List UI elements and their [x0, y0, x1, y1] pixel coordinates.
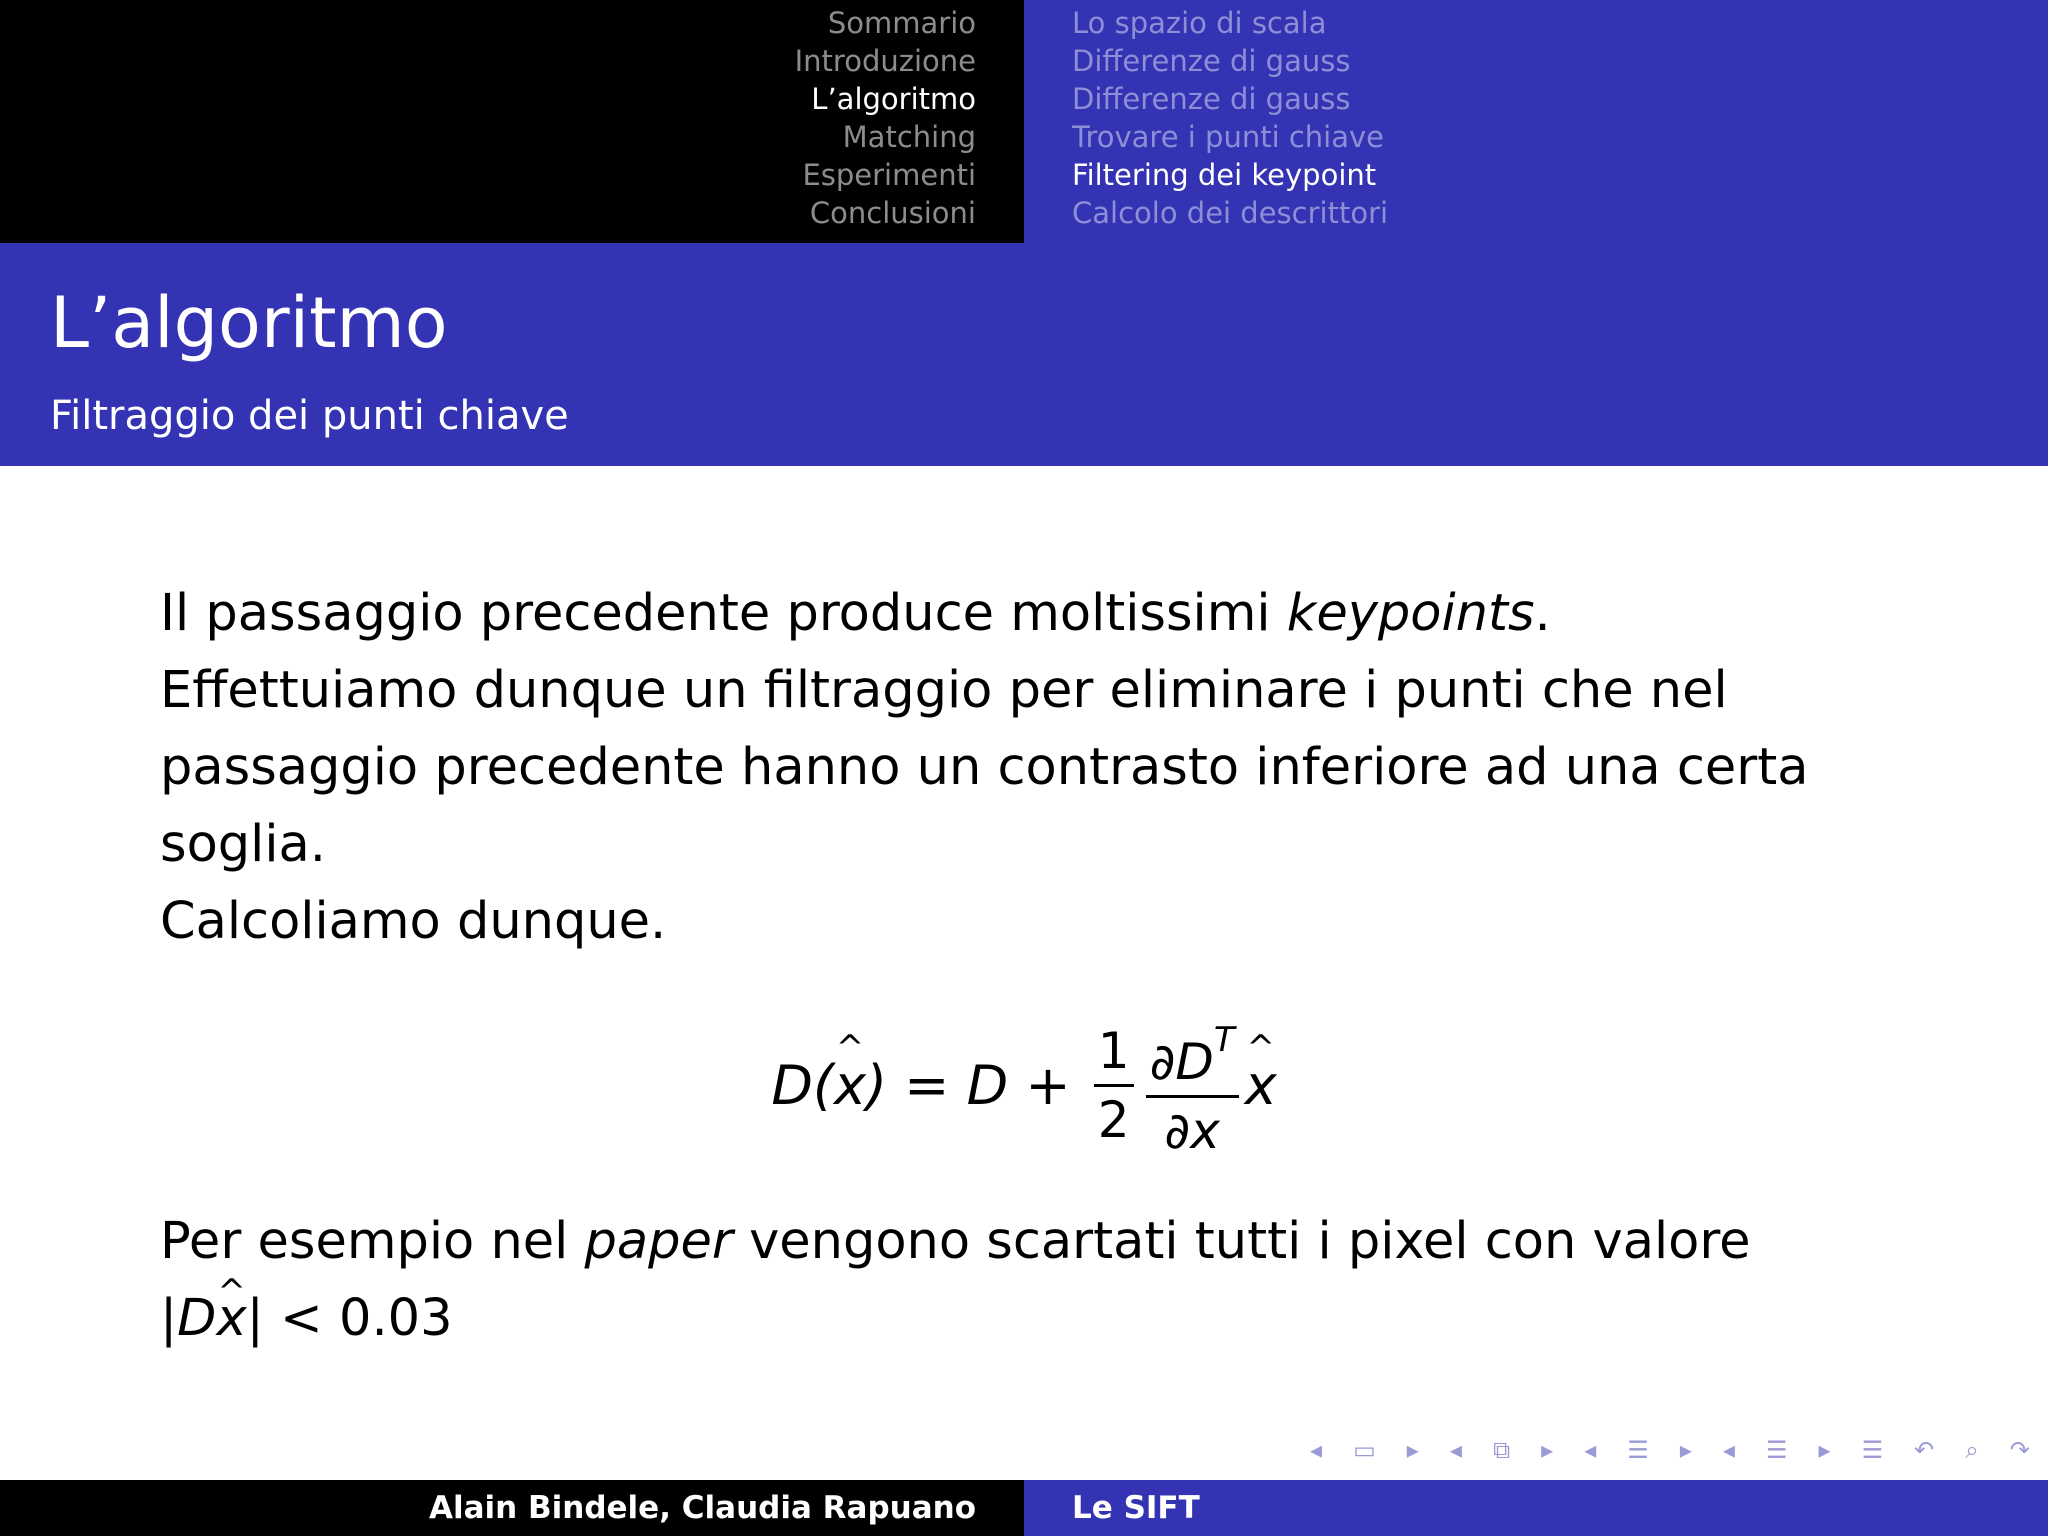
nav-subsection-differenze-gauss-2[interactable]: Differenze di gauss — [1072, 82, 1351, 116]
slide-body — [160, 575, 1960, 960]
frame-icon[interactable]: ⧉ — [1492, 1436, 1511, 1464]
threshold-open: |D — [160, 1289, 217, 1348]
paragraph-paper — [160, 1203, 1960, 1280]
next-section-icon[interactable]: ▸ — [1818, 1436, 1831, 1464]
nav-section-introduzione[interactable]: Introduzione — [794, 44, 976, 78]
formula-fraction-derivative — [1146, 1011, 1239, 1160]
nav-section-sommario[interactable]: Sommario — [827, 6, 976, 40]
prev-subsection-icon[interactable]: ◂ — [1584, 1436, 1597, 1464]
next-frame-icon[interactable]: ▸ — [1541, 1436, 1554, 1464]
text-span: Il passaggio precedente produce moltissimi — [160, 584, 1287, 643]
formula-block — [0, 1010, 2048, 1160]
threshold-close: | < 0.03 — [246, 1289, 453, 1348]
frame-title: L’algoritmo — [50, 282, 448, 364]
formula-lhs-var: ^ x — [834, 1054, 866, 1117]
footer-authors: Alain Bindele, Claudia Rapuano — [428, 1490, 976, 1526]
paragraph-calcoliamo: Calcoliamo dunque. — [160, 892, 667, 951]
section-list — [795, 4, 976, 232]
subsection-list — [1072, 4, 1388, 232]
frame-title-band — [0, 243, 2048, 466]
section-navigation — [0, 0, 1024, 243]
fraction-numerator — [1146, 1011, 1239, 1098]
nav-subsection-punti-chiave[interactable]: Trovare i punti chiave — [1072, 120, 1385, 154]
nav-subsection-filtering[interactable]: Filtering dei keypoint — [1072, 158, 1377, 192]
footer-title: Le SIFT — [1072, 1490, 1200, 1526]
text-span: vengono scartati tutti i pixel con valore — [732, 1212, 1751, 1271]
fraction-numerator: 1 — [1094, 1022, 1134, 1087]
nav-subsection-descrittori[interactable]: Calcolo dei descrittori — [1072, 196, 1389, 230]
next-slide-icon[interactable]: ▸ — [1406, 1436, 1419, 1464]
frame-subtitle: Filtraggio dei punti chiave — [50, 393, 569, 439]
forward-icon[interactable]: ↷ — [2009, 1436, 2030, 1464]
nav-subsection-differenze-gauss-1[interactable]: Differenze di gauss — [1072, 44, 1351, 78]
nav-section-matching[interactable]: Matching — [842, 120, 976, 154]
formula-lhs: D( — [771, 1053, 834, 1117]
search-icon[interactable]: ⌕ — [1965, 1436, 1979, 1464]
transpose-superscript: T — [1213, 1019, 1235, 1060]
prev-section-icon[interactable]: ◂ — [1722, 1436, 1735, 1464]
subsection-icon[interactable]: ☰ — [1627, 1436, 1649, 1464]
prev-frame-icon[interactable]: ◂ — [1449, 1436, 1462, 1464]
document-icon[interactable]: ☰ — [1861, 1436, 1884, 1464]
slide-body-conclusion — [160, 1203, 1960, 1357]
subsection-navigation — [1024, 0, 2048, 243]
formula-fraction-half — [1094, 1022, 1134, 1149]
nav-section-esperimenti[interactable]: Esperimenti — [802, 158, 976, 192]
section-icon[interactable]: ☰ — [1765, 1436, 1788, 1464]
prev-slide-icon[interactable]: ◂ — [1310, 1436, 1323, 1464]
fraction-denominator: ∂x — [1164, 1101, 1220, 1160]
slide-icon[interactable]: ▭ — [1353, 1436, 1376, 1464]
formula-rhs-var: ^ x — [1245, 1054, 1277, 1117]
text-span: . — [1534, 584, 1551, 643]
paragraph-threshold — [160, 1280, 1960, 1357]
formula-lhs-close: ) = D + — [865, 1053, 1088, 1117]
emphasis-keypoints: keypoints — [1286, 584, 1535, 643]
derivative-numerator: ∂D — [1149, 1032, 1214, 1091]
nav-section-conclusioni[interactable]: Conclusioni — [809, 196, 976, 230]
nav-subsection-spazio-scala[interactable]: Lo spazio di scala — [1072, 6, 1327, 40]
text-span: Per esempio nel — [160, 1212, 585, 1271]
back-icon[interactable]: ↶ — [1914, 1436, 1935, 1464]
next-subsection-icon[interactable]: ▸ — [1679, 1436, 1692, 1464]
formula-row — [771, 1011, 1276, 1160]
paragraph-keypoints — [160, 575, 1960, 652]
emphasis-paper: paper — [584, 1212, 733, 1271]
footer-title-bar — [1024, 1480, 2048, 1536]
fraction-denominator: 2 — [1097, 1090, 1130, 1149]
footer-authors-bar — [0, 1480, 1024, 1536]
nav-section-algoritmo[interactable]: L’algoritmo — [811, 82, 976, 116]
paragraph-filtraggio: Effettuiamo dunque un filtraggio per eliminare i punti che nel passaggio precedente hanno un contrasto inferiore ad una certa soglia. — [160, 661, 1809, 874]
beamer-navigation-symbols — [1310, 1430, 2030, 1470]
threshold-var: ^ x — [216, 1280, 246, 1357]
